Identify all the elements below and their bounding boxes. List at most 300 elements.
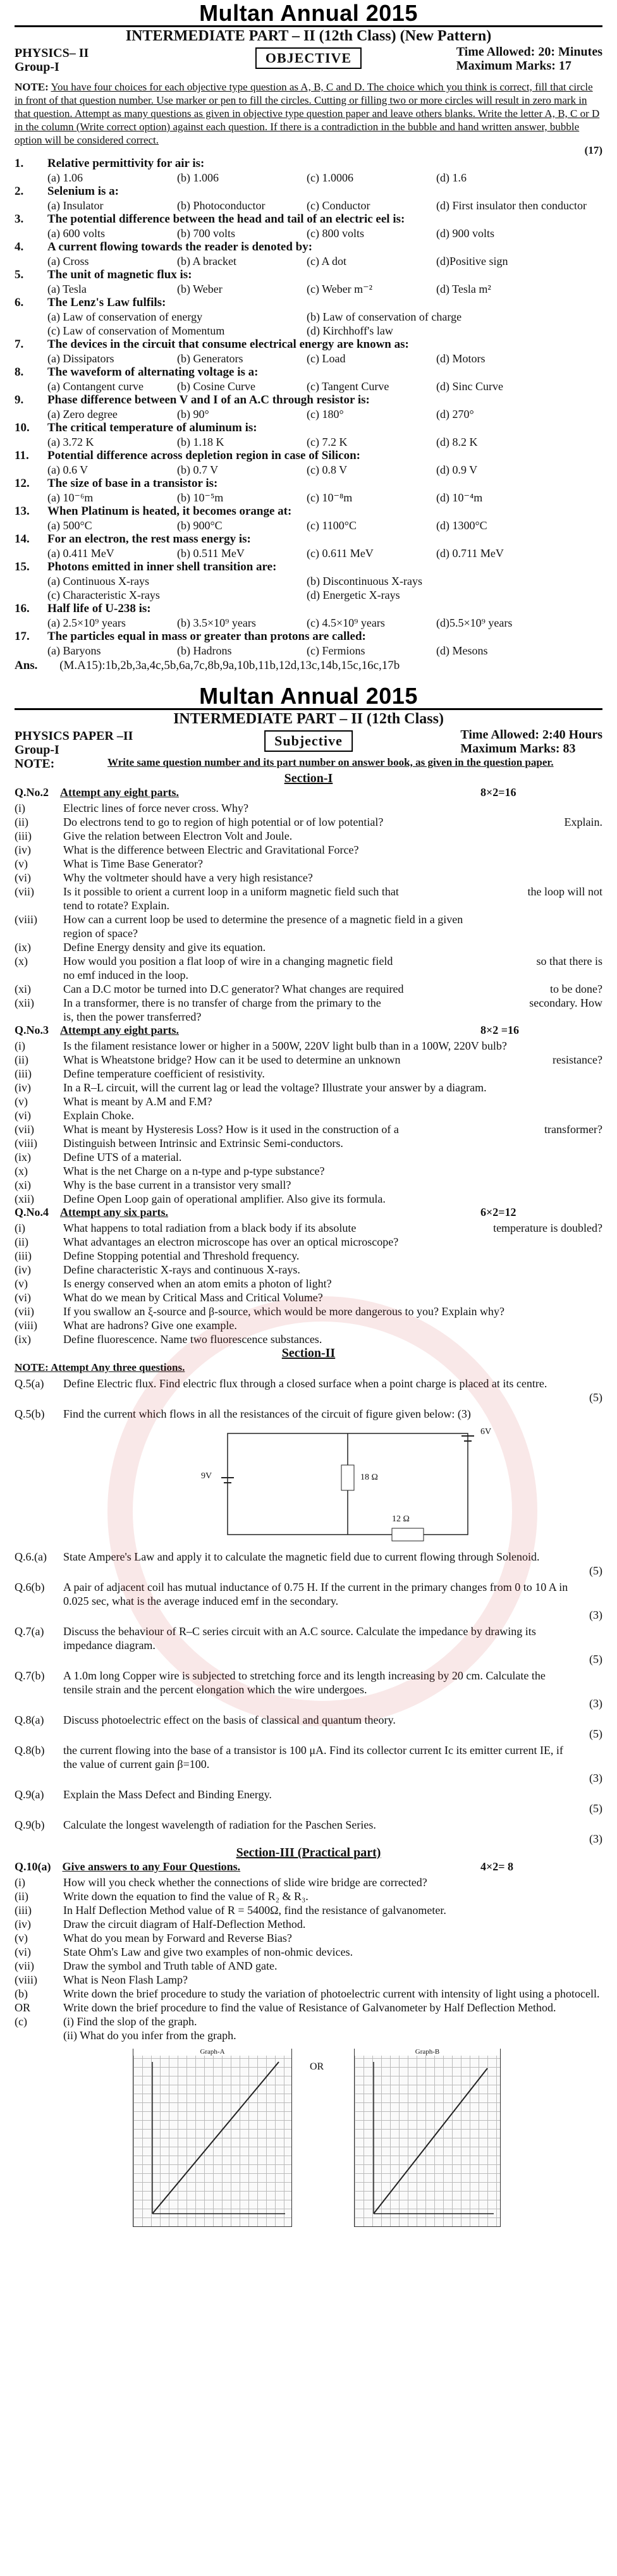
part-text: Give the relation between Electron Volt and Joule. xyxy=(63,830,293,842)
mcq-option: (a) Baryons xyxy=(47,644,101,657)
part-text: What is the difference between Electric and Gravitational Force? xyxy=(63,843,359,856)
part-number: (iv) xyxy=(15,1081,31,1094)
mcq-option: (d)5.5×10⁹ years xyxy=(436,616,513,629)
part-text: How would you position a flat loop of wire in a changing magnetic field xyxy=(63,955,393,967)
part-number: (v) xyxy=(15,1095,28,1108)
mcq-option: (c) Load xyxy=(307,352,346,365)
mcq-item xyxy=(0,157,617,185)
answer-label: Ans. xyxy=(15,659,38,672)
question-part xyxy=(0,815,617,829)
part-text-cont: the loop will not xyxy=(527,885,602,898)
part-number: (vi) xyxy=(15,1109,31,1122)
mcq-options xyxy=(47,171,602,185)
mcq-option: (c) Law of conservation of Momentum xyxy=(47,324,225,337)
long-question xyxy=(0,1713,617,1741)
mcq-option: (c) 1100°C xyxy=(307,519,357,532)
part-text: region of space? xyxy=(63,927,138,940)
question-part xyxy=(0,1150,617,1164)
part-text: no emf induced in the loop. xyxy=(63,969,188,981)
mcq-item xyxy=(0,449,617,477)
long-question-number: Q.9(b) xyxy=(15,1819,45,1831)
mcq-list xyxy=(0,157,617,658)
part-text: Why the voltmeter should have a very high resistance? xyxy=(63,871,313,884)
mcq-question: A current flowing towards the reader is denoted by: xyxy=(47,240,313,254)
paper1-time: Time Allowed: 20: Minutes xyxy=(456,45,602,59)
mcq-option: (c) 7.2 K xyxy=(307,436,348,448)
question-part xyxy=(0,940,617,954)
part-number: (vii) xyxy=(15,1305,34,1318)
part-number: (i) xyxy=(15,802,25,814)
question-part xyxy=(0,982,617,996)
paper2-header xyxy=(0,728,617,770)
mcq-options xyxy=(47,254,602,268)
long-question-number: Q.5(a) xyxy=(15,1377,44,1390)
question-marks: 6×2=12 xyxy=(480,1206,516,1218)
mcq-number: 10. xyxy=(15,421,30,434)
part-text: (i) Find the slop of the graph. xyxy=(63,2015,197,2028)
mcq-question: Potential difference across depletion region in case of Silicon: xyxy=(47,449,361,462)
mcq-option: (c) Weber m⁻² xyxy=(307,283,373,295)
long-question xyxy=(0,1788,617,1815)
long-question-number: Q.9(a) xyxy=(15,1788,44,1801)
question-part xyxy=(0,1164,617,1178)
paper2-badge: Subjective xyxy=(264,730,353,752)
mcq-item xyxy=(0,393,617,421)
long-question-number: Q.8(b) xyxy=(15,1744,45,1757)
mcq-number: 14. xyxy=(15,532,30,546)
part-number: (iv) xyxy=(15,843,31,856)
part-text: What is meant by A.M and F.M? xyxy=(63,1095,212,1108)
mcq-options xyxy=(47,463,602,477)
paper1-header xyxy=(0,45,617,80)
graph-a-label: Graph-A xyxy=(133,2048,291,2056)
mcq-option: (a) 600 volts xyxy=(47,227,105,240)
part-text-cont: Explain. xyxy=(564,816,602,828)
mcq-options xyxy=(47,435,602,449)
long-question-text: A pair of adjacent coil has mutual inductance of 0.75 H. If the current in the primary changes from 0 to 10 A in 0.025 sec, what is the average induced emf in the secondary. xyxy=(63,1581,568,1607)
mcq-number: 4. xyxy=(15,240,24,254)
question-part xyxy=(0,1959,617,1973)
long-question xyxy=(0,1624,617,1666)
question-instruction: Attempt any eight parts. xyxy=(60,1024,179,1036)
mcq-option: (d) 8.2 K xyxy=(436,436,478,448)
part-text: Write down the brief procedure to study the variation of photoelectric current with intensity of light using a photocell. xyxy=(63,1987,600,2000)
mcq-option: (b) 90° xyxy=(177,408,209,420)
mcq-number: 9. xyxy=(15,393,24,407)
part-number: (x) xyxy=(15,1165,28,1177)
question-part xyxy=(0,1221,617,1235)
question-part xyxy=(0,954,617,968)
part-number: (ix) xyxy=(15,1333,31,1346)
mcq-options xyxy=(47,379,602,393)
mcq-number: 2. xyxy=(15,185,24,198)
part-text: Define Energy density and give its equation. xyxy=(63,941,266,954)
mcq-question: The waveform of alternating voltage is a: xyxy=(47,365,259,379)
mcq-option: (c) Characteristic X-rays xyxy=(47,589,160,601)
mcq-number: 5. xyxy=(15,268,24,281)
part-text: What is Neon Flash Lamp? xyxy=(63,1973,188,1986)
mcq-question: The critical temperature of aluminum is: xyxy=(47,421,257,434)
mcq-question: The potential difference between the head and tail of an electric eel is: xyxy=(47,212,405,226)
long-questions xyxy=(0,1377,617,1846)
part-number: (viii) xyxy=(15,1319,37,1332)
part-number: (iv) xyxy=(15,1263,31,1276)
paper1-subject: PHYSICS– II xyxy=(15,46,89,60)
part-number: (ii) xyxy=(15,1053,28,1066)
mcq-option: (b) 1.18 K xyxy=(177,436,224,448)
mcq-question: Relative permittivity for air is: xyxy=(47,157,205,170)
question-header xyxy=(0,1024,617,1039)
mcq-item xyxy=(0,268,617,296)
long-question-marks: (3) xyxy=(589,1697,602,1710)
mcq-options xyxy=(47,588,602,602)
part-number: (iii) xyxy=(15,1249,32,1262)
mcq-options xyxy=(47,407,602,421)
long-question xyxy=(0,1377,617,1404)
long-question-marks: (3) xyxy=(589,1772,602,1784)
answer-values: (M.A15):1b,2b,3a,4c,5b,6a,7c,8b,9a,10b,11b,12d,13c,14b,15c,16c,17b xyxy=(59,659,400,672)
long-question-marks: (5) xyxy=(589,1653,602,1665)
part-text: Draw the circuit diagram of Half-Deflection Method. xyxy=(63,1918,306,1930)
long-question-marks: (3) xyxy=(589,1832,602,1845)
long-question-marks: (5) xyxy=(589,1727,602,1740)
question-instruction: Attempt any eight parts. xyxy=(60,786,179,799)
question-part xyxy=(0,843,617,857)
question-label: Q.10(a) xyxy=(15,1860,51,1873)
question-part xyxy=(0,1192,617,1206)
mcq-option: (b) Law of conservation of charge xyxy=(307,310,462,323)
question-part xyxy=(0,2028,617,2042)
long-question-text: Find the current which flows in all the resistances of the circuit of figure given below: (3) xyxy=(63,1408,471,1420)
section3-title: Section-III (Practical part) xyxy=(236,1846,381,1860)
question-part xyxy=(0,1136,617,1150)
mcq-item xyxy=(0,477,617,505)
mcq-option: (b) 700 volts xyxy=(177,227,235,240)
part-text: Explain Choke. xyxy=(63,1109,134,1122)
mcq-option: (d) 270° xyxy=(436,408,474,420)
mcq-number: 7. xyxy=(15,338,24,351)
graph-b-line xyxy=(355,2049,500,2226)
question-part xyxy=(0,1304,617,1318)
part-number: (v) xyxy=(15,1932,28,1944)
part-text: Define fluorescence. Name two fluorescence substances. xyxy=(63,1333,322,1346)
mcq-options xyxy=(47,324,602,338)
mcq-option: (d) Motors xyxy=(436,352,486,365)
mcq-number: 13. xyxy=(15,505,30,518)
mcq-option: (d) Sinc Curve xyxy=(436,380,503,393)
long-question xyxy=(0,1669,617,1710)
question-part xyxy=(0,1249,617,1263)
part-text: What happens to total radiation from a black body if its absolute xyxy=(63,1222,357,1234)
question-header xyxy=(0,1860,617,1875)
mcq-item xyxy=(0,421,617,449)
question-part xyxy=(0,1178,617,1192)
mcq-options xyxy=(47,644,602,658)
long-question-marks: (5) xyxy=(589,1391,602,1404)
mcq-option: (c) 0.611 MeV xyxy=(307,547,374,560)
part-text: Define Stopping potential and Threshold frequency. xyxy=(63,1249,300,1262)
paper1-note-label: NOTE: xyxy=(15,81,49,93)
section1-title: Section-I xyxy=(284,771,333,785)
part-text-cont: secondary. How xyxy=(529,997,602,1009)
long-question-number: Q.6(b) xyxy=(15,1581,45,1593)
mcq-option: (a) Law of conservation of energy xyxy=(47,310,203,323)
question-part xyxy=(0,1263,617,1277)
section2-note: NOTE: Attempt Any three questions. xyxy=(15,1361,185,1373)
mcq-option: (d) 1.6 xyxy=(436,171,467,184)
long-question-number: Q.6.(a) xyxy=(15,1550,47,1563)
part-number: (ix) xyxy=(15,941,31,954)
mcq-option: (d) Mesons xyxy=(436,644,488,657)
long-question-text: Discuss photoelectric effect on the basis of classical and quantum theory. xyxy=(63,1714,396,1726)
part-number: (x) xyxy=(15,955,28,967)
graph-a-line xyxy=(133,2049,291,2226)
mcq-option: (d) Kirchhoff's law xyxy=(307,324,393,337)
mcq-item xyxy=(0,630,617,658)
mcq-options xyxy=(47,226,602,240)
mcq-option: (d) 900 volts xyxy=(436,227,494,240)
mcq-question: When Platinum is heated, it becomes orange at: xyxy=(47,505,292,518)
graph-b xyxy=(354,2049,501,2227)
paper2-group: Group-I xyxy=(15,743,59,757)
part-number: (iii) xyxy=(15,830,32,842)
part-number: (i) xyxy=(15,1222,25,1234)
mcq-item xyxy=(0,212,617,240)
paper1-badge: OBJECTIVE xyxy=(255,47,362,69)
mcq-options xyxy=(47,199,602,212)
question-part xyxy=(0,1318,617,1332)
mcq-option: (a) 3.72 K xyxy=(47,436,94,448)
part-text: How can a current loop be used to determine the presence of a magnetic field in a given xyxy=(63,913,463,926)
mcq-number: 1. xyxy=(15,157,24,170)
mcq-question: The particles equal in mass or greater than protons are called: xyxy=(47,630,366,643)
question-part xyxy=(0,857,617,871)
mcq-option: (b) Hadrons xyxy=(177,644,232,657)
mcq-question: The devices in the circuit that consume electrical energy are known as: xyxy=(47,338,409,351)
part-text: What is meant by Hysteresis Loss? How is it used in the construction of a xyxy=(63,1123,399,1136)
question-part xyxy=(0,1108,617,1122)
long-question-text: Calculate the longest wavelength of radiation for the Paschen Series. xyxy=(63,1819,376,1831)
part-number: (vi) xyxy=(15,1946,31,1958)
circuit-svg xyxy=(0,1421,617,1547)
long-question-marks: (3) xyxy=(589,1609,602,1621)
question-header xyxy=(0,786,617,801)
paper1-note-marks: (17) xyxy=(584,144,602,156)
part-number: (viii) xyxy=(15,913,37,926)
circuit-r2: 12 Ω xyxy=(392,1514,410,1524)
part-number: (ix) xyxy=(15,1151,31,1163)
part-number: (xii) xyxy=(15,997,34,1009)
mcq-option: (b) Weber xyxy=(177,283,223,295)
part-number: (c) xyxy=(15,2015,27,2028)
question-part xyxy=(0,1081,617,1095)
mcq-option: (a) Contangent curve xyxy=(47,380,144,393)
long-question xyxy=(0,1580,617,1622)
part-number: (iii) xyxy=(15,1904,32,1917)
part-number: (i) xyxy=(15,1040,25,1052)
mcq-option: (b) A bracket xyxy=(177,255,236,267)
mcq-option: (c) Tangent Curve xyxy=(307,380,389,393)
part-text-cont: to be done? xyxy=(550,983,602,995)
part-text: Define temperature coefficient of resistivity. xyxy=(63,1067,265,1080)
mcq-options xyxy=(47,574,602,588)
question-part xyxy=(0,996,617,1010)
mcq-item xyxy=(0,505,617,532)
part-number: (vi) xyxy=(15,1291,31,1304)
part-text: In Half Deflection Method value of R = 5400Ω, find the resistance of galvanometer. xyxy=(63,1904,446,1917)
mcq-option: (b) 10⁻⁵m xyxy=(177,491,224,504)
mcq-options xyxy=(47,518,602,532)
mcq-option: (d) First insulator then conductor xyxy=(436,199,587,212)
mcq-option: (a) 500°C xyxy=(47,519,92,532)
mcq-options xyxy=(47,310,602,324)
question-part xyxy=(0,2001,617,2015)
part-number: (ii) xyxy=(15,816,28,828)
part-text: tend to rotate? Explain. xyxy=(63,899,169,912)
part-number: (vi) xyxy=(15,871,31,884)
long-question xyxy=(0,1407,617,1421)
mcq-item xyxy=(0,185,617,212)
question-part xyxy=(0,1945,617,1959)
question-part xyxy=(0,1010,617,1024)
mcq-option: (a) Insulator xyxy=(47,199,104,212)
long-question-number: Q.8(a) xyxy=(15,1714,44,1726)
mcq-question: The unit of magnetic flux is: xyxy=(47,268,192,281)
mcq-option: (d) 0.9 V xyxy=(436,463,478,476)
paper2-note-label: NOTE: xyxy=(15,757,55,771)
question-marks: 8×2=16 xyxy=(480,786,516,799)
part-number: (b) xyxy=(15,1987,28,2000)
question-part xyxy=(0,1122,617,1136)
mcq-question: Phase difference between V and I of an A.C through resistor is: xyxy=(47,393,370,407)
part-text: Do electrons tend to go to region of high potential or of low potential? xyxy=(63,816,384,828)
mcq-item xyxy=(0,602,617,630)
graphs-or: OR xyxy=(310,2061,324,2072)
part-text: Is it possible to orient a current loop in a uniform magnetic field such that xyxy=(63,885,399,898)
part-number: (ii) xyxy=(15,1890,28,1903)
mcq-question: Photons emitted in inner shell transition are: xyxy=(47,560,277,573)
part-text: Draw the symbol and Truth table of AND gate. xyxy=(63,1960,278,1972)
graph-b-label: Graph-B xyxy=(355,2048,500,2056)
mcq-item xyxy=(0,532,617,560)
paper2-time: Time Allowed: 2:40 Hours xyxy=(460,728,602,742)
mcq-option: (c) Fermions xyxy=(307,644,365,657)
mcq-number: 16. xyxy=(15,602,30,615)
part-text: Define characteristic X-rays and continuous X-rays. xyxy=(63,1263,300,1276)
long-question xyxy=(0,1550,617,1578)
part-text-cont: transformer? xyxy=(544,1123,602,1136)
question-marks: 4×2= 8 xyxy=(480,1860,514,1873)
mcq-option: (a) 10⁻⁶m xyxy=(47,491,94,504)
paper2-subtitle: INTERMEDIATE PART – II (12th Class) xyxy=(173,711,444,727)
question-part xyxy=(0,1903,617,1917)
question-part xyxy=(0,1039,617,1053)
mcq-item xyxy=(0,560,617,602)
part-text: What are hadrons? Give one example. xyxy=(63,1319,237,1332)
question-part xyxy=(0,1277,617,1291)
mcq-options xyxy=(47,546,602,560)
mcq-option: (c) A dot xyxy=(307,255,346,267)
mcq-option: (a) Zero degree xyxy=(47,408,118,420)
part-text: In a R–L circuit, will the current lag or lead the voltage? Illustrate your answer by a diagram. xyxy=(63,1081,487,1094)
question-part xyxy=(0,912,617,926)
part-number: (v) xyxy=(15,1277,28,1290)
question-label: Q.No.2 xyxy=(15,786,49,799)
q10-block xyxy=(0,1860,617,2042)
question-part xyxy=(0,1987,617,2001)
question-part xyxy=(0,1931,617,1945)
question-part xyxy=(0,1053,617,1067)
question-part xyxy=(0,1067,617,1081)
question-part xyxy=(0,829,617,843)
part-text: In a transformer, there is no transfer of charge from the primary to the xyxy=(63,997,381,1009)
long-question-text: Discuss the behaviour of R–C series circuit with an A.C source. Calculate the impedance by drawing its impedance diagram. xyxy=(63,1625,536,1652)
question-marks: 8×2 =16 xyxy=(480,1024,520,1036)
mcq-option: (d) Tesla m² xyxy=(436,283,491,295)
part-text: Electric lines of force never cross. Why? xyxy=(63,802,249,814)
part-text: What do we mean by Critical Mass and Critical Volume? xyxy=(63,1291,323,1304)
mcq-options xyxy=(47,616,602,630)
part-number: (xi) xyxy=(15,1179,31,1191)
mcq-option: (b) Photoconductor xyxy=(177,199,266,212)
part-text: State Ohm's Law and give two examples of non-ohmic devices. xyxy=(63,1946,353,1958)
part-text: Why is the base current in a transistor very small? xyxy=(63,1179,291,1191)
part-number: (v) xyxy=(15,857,28,870)
part-number: (i) xyxy=(15,1876,25,1889)
part-text: How will you check whether the connections of slide wire bridge are corrected? xyxy=(63,1876,427,1889)
part-text: What is Time Base Generator? xyxy=(63,857,203,870)
paper2-marks: Maximum Marks: 83 xyxy=(460,742,576,756)
circuit-diagram xyxy=(0,1421,617,1547)
question-part xyxy=(0,885,617,899)
question-part xyxy=(0,899,617,912)
mcq-option: (a) Dissipators xyxy=(47,352,114,365)
question-part xyxy=(0,2015,617,2028)
graph-a xyxy=(133,2049,292,2227)
long-question-marks: (5) xyxy=(589,1802,602,1815)
q3-block xyxy=(0,1024,617,1206)
mcq-item xyxy=(0,338,617,365)
mcq-option: (b) Cosine Curve xyxy=(177,380,255,393)
part-text: What is the net Charge on a n-type and p-type substance? xyxy=(63,1165,325,1177)
q4-block xyxy=(0,1206,617,1346)
question-part xyxy=(0,1235,617,1249)
circuit-v1: 9V xyxy=(201,1471,212,1481)
part-number: (vii) xyxy=(15,1960,34,1972)
mcq-number: 11. xyxy=(15,449,29,462)
part-text: What advantages an electron microscope has over an optical microscope? xyxy=(63,1236,399,1248)
question-part xyxy=(0,1095,617,1108)
mcq-option: (b) 3.5×10⁹ years xyxy=(177,616,256,629)
mcq-option: (a) 0.411 MeV xyxy=(47,547,114,560)
paper1-note-text: You have four choices for each objective type question as A, B, C and D. The choice which you think is correct, fill that circle in front of that question number. Use marker or pen to fill the circles. Cutting or filling two or more circles will result in zero mark in that question. Attempt as many questions as given in objective type question paper and leave others blanks. Write the letter A, B, C or D in the column (Write correct option) against each question. If there is a contradiction in the bubble and hand written answer, bubble option will be considered correct. xyxy=(15,81,600,146)
mcq-option: (d) 1300°C xyxy=(436,519,487,532)
mcq-option: (a) 1.06 xyxy=(47,171,83,184)
mcq-number: 17. xyxy=(15,630,30,643)
question-part xyxy=(0,871,617,885)
mcq-option: (c) 800 volts xyxy=(307,227,364,240)
part-text: Can a D.C motor be turned into D.C generator? What changes are required xyxy=(63,983,404,995)
mcq-option: (a) Cross xyxy=(47,255,89,267)
mcq-option: (b) 0.511 MeV xyxy=(177,547,245,560)
circuit-v2: 6V xyxy=(480,1427,492,1437)
paper2-subject: PHYSICS PAPER –II xyxy=(15,729,133,743)
part-text: Distinguish between Intrinsic and Extrinsic Semi-conductors. xyxy=(63,1137,343,1150)
part-text: Define UTS of a material. xyxy=(63,1151,182,1163)
mcq-item xyxy=(0,240,617,268)
mcq-options xyxy=(47,282,602,296)
mcq-options xyxy=(47,491,602,505)
